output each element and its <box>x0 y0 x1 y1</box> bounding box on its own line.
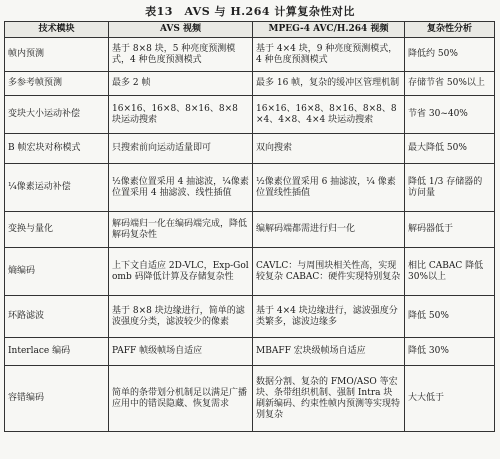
cell-module: 容错编码 <box>5 366 109 432</box>
cell-analysis: 降低 50% <box>405 296 495 338</box>
cell-module: 多参考帧预测 <box>5 72 109 96</box>
cell-analysis: 解码器低于 <box>405 212 495 248</box>
cell-avs: ½像素位置采用 4 抽滤波，¼像素位置采用 4 抽滤波、线性插值 <box>109 164 253 212</box>
comparison-table <box>4 21 495 432</box>
cell-h264: 16×16、16×8、8×16、8×8、8×4、4×8、4×4 块运动搜索 <box>253 96 405 134</box>
table-row <box>5 38 495 72</box>
cell-module: 熵编码 <box>5 248 109 296</box>
cell-module: Interlace 编码 <box>5 338 109 366</box>
cell-analysis: 最大降低 50% <box>405 134 495 164</box>
table-row <box>5 212 495 248</box>
table-row <box>5 72 495 96</box>
cell-avs: 最多 2 帧 <box>109 72 253 96</box>
cell-avs: 基于 8×8 块，5 种亮度预测模式，4 种色度预测模式 <box>109 38 253 72</box>
table-row <box>5 338 495 366</box>
cell-module: B 帧宏块对称模式 <box>5 134 109 164</box>
cell-module: 变块大小运动补偿 <box>5 96 109 134</box>
cell-analysis: 大大低于 <box>405 366 495 432</box>
cell-module: 环路滤波 <box>5 296 109 338</box>
cell-h264: 基于 4×4 块，9 种亮度预测模式，4 种色度预测模式 <box>253 38 405 72</box>
header-analysis: 复杂性分析 <box>405 22 495 38</box>
table-row <box>5 134 495 164</box>
cell-h264: MBAFF 宏块级帧场自适应 <box>253 338 405 366</box>
cell-analysis: 降低约 50% <box>405 38 495 72</box>
cell-avs: 上下文自适应 2D-VLC，Exp-Golomb 码降低计算及存储复杂性 <box>109 248 253 296</box>
header-h264: MPEG-4 AVC/H.264 视频 <box>253 22 405 38</box>
cell-analysis: 存储节省 50%以上 <box>405 72 495 96</box>
cell-h264: 数据分割、复杂的 FMO/ASO 等宏块、条带组织机制、强制 Intra 块刷新编码、约束性帧内预测等实现特别复杂 <box>253 366 405 432</box>
cell-h264: CAVLC：与周围块相关性高，实现较复杂 CABAC：硬件实现特别复杂 <box>253 248 405 296</box>
cell-module: 帧内预测 <box>5 38 109 72</box>
cell-avs: 16×16、16×8、8×16、8×8 块运动搜索 <box>109 96 253 134</box>
cell-h264: 双向搜索 <box>253 134 405 164</box>
table-header-row <box>5 22 495 38</box>
cell-h264: 最多 16 帧，复杂的缓冲区管理机制 <box>253 72 405 96</box>
cell-avs: 简单的条带划分机制足以满足广播应用中的错误隐藏、恢复需求 <box>109 366 253 432</box>
cell-avs: PAFF 帧级帧场自适应 <box>109 338 253 366</box>
cell-analysis: 相比 CABAC 降低 30%以上 <box>405 248 495 296</box>
cell-avs: 基于 8×8 块边缘进行，简单的滤波强度分类，滤波较少的像素 <box>109 296 253 338</box>
cell-h264: 编解码端都需进行归一化 <box>253 212 405 248</box>
table-row <box>5 96 495 134</box>
cell-module: 变换与量化 <box>5 212 109 248</box>
table-row <box>5 366 495 432</box>
cell-h264: 基于 4×4 块边缘进行，滤波强度分类繁多，滤波边缘多 <box>253 296 405 338</box>
cell-analysis: 降低 30% <box>405 338 495 366</box>
table-row <box>5 296 495 338</box>
cell-avs: 解码端归一化在编码端完成，降低解码复杂性 <box>109 212 253 248</box>
header-avs: AVS 视频 <box>109 22 253 38</box>
header-module: 技术模块 <box>5 22 109 38</box>
table-row <box>5 164 495 212</box>
cell-module: ¼像素运动补偿 <box>5 164 109 212</box>
table-caption: 表13 AVS 与 H.264 计算复杂性对比 <box>145 5 355 18</box>
table-row <box>5 248 495 296</box>
cell-analysis: 节省 30~40% <box>405 96 495 134</box>
cell-analysis: 降低 1/3 存储器的访问量 <box>405 164 495 212</box>
cell-avs: 只搜索前向运动适量即可 <box>109 134 253 164</box>
cell-h264: ½像素位置采用 6 抽滤波，¼ 像素位置线性插值 <box>253 164 405 212</box>
